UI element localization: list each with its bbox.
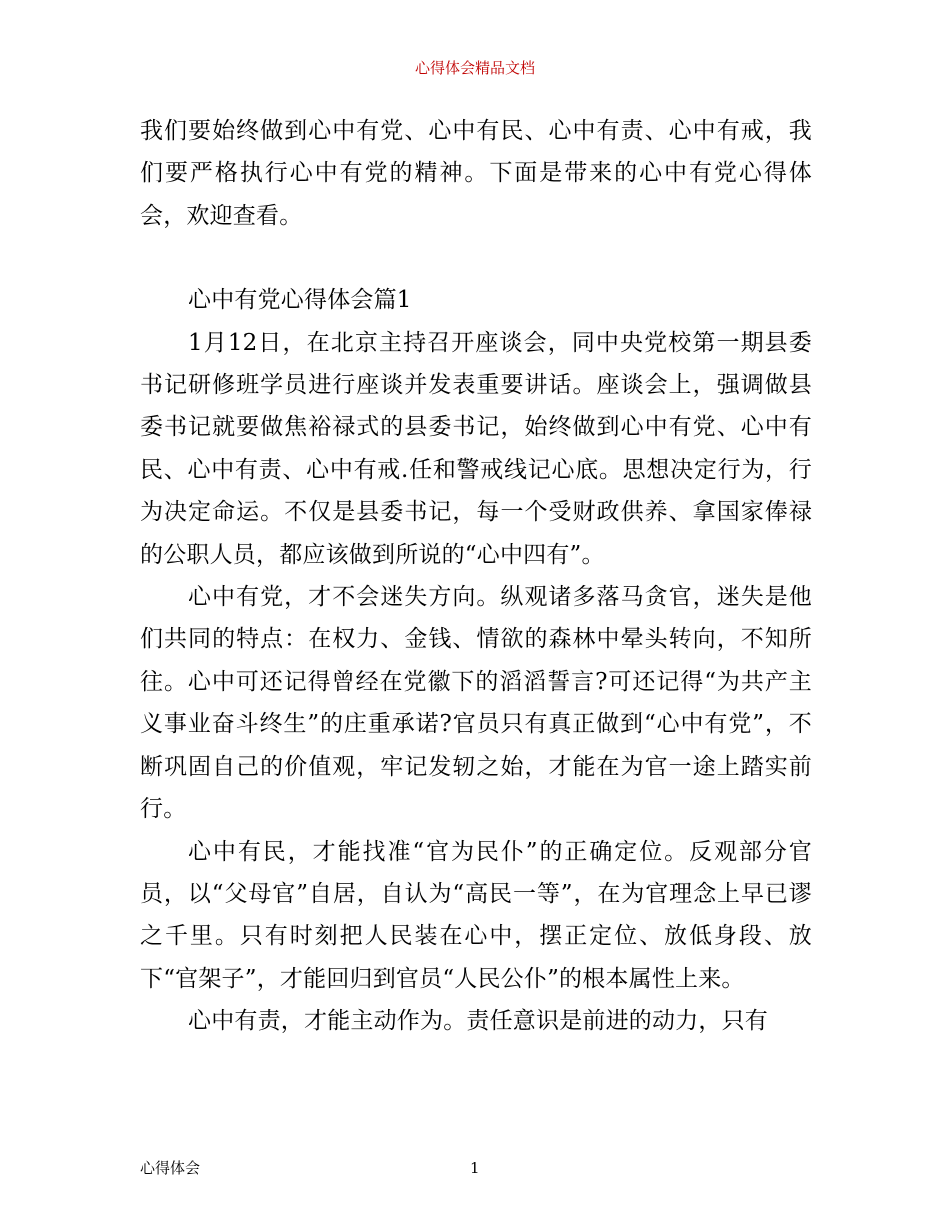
body-paragraph-2: 心中有党，才不会迷失方向。纵观诸多落马贪官，迷失是他们共同的特点：在权力、金钱、情欲的森林中晕头转向，不知所往。心中可还记得曾经在党徽下的滔滔誓言?可还记得“为共产主义事业奋斗终生”的庄重承诺?官员只有真正做到“心中有党”，不断巩固自己的价值观，牢记发轫之始，才能在为官一途上踏实前行。 bbox=[140, 584, 812, 823]
body-paragraph-4: 心中有责，才能主动作为。责任意识是前进的动力，只有 bbox=[188, 1008, 768, 1035]
page-number: 1 bbox=[470, 1159, 480, 1177]
document-body bbox=[140, 110, 812, 1043]
body-paragraph-1: 1月12日，在北京主持召开座谈会，同中央党校第一期县委书记研修班学员进行座谈并发表重要讲话。座谈会上，强调做县委书记就要做焦裕禄式的县委书记，始终做到心中有党、心中有民、心中有责、心中有戒.任和警戒线记心底。思想决定行为，行为决定命运。不仅是县委书记，每一个受财政供养、拿国家俸禄的公职人员，都应该做到所说的“心中四有”。 bbox=[140, 329, 812, 568]
document-header-title: 心得体会精品文档 bbox=[414, 59, 535, 77]
body-paragraph-3: 心中有民，才能找准“官为民仆”的正确定位。反观部分官员，以“父母官”自居，自认为“高民一等”，在为官理念上早已谬之千里。只有时刻把人民装在心中，摆正定位、放低身段、放下“官架子”，才能回归到官员“人民公仆”的根本属性上来。 bbox=[140, 838, 812, 992]
footer-label: 心得体会 bbox=[140, 1159, 201, 1177]
intro-paragraph: 我们要始终做到心中有党、心中有民、心中有责、心中有戒，我们要严格执行心中有党的精神。下面是带来的心中有党心得体会，欢迎查看。 bbox=[140, 118, 812, 229]
section-heading: 心中有党心得体会篇1 bbox=[188, 287, 412, 314]
